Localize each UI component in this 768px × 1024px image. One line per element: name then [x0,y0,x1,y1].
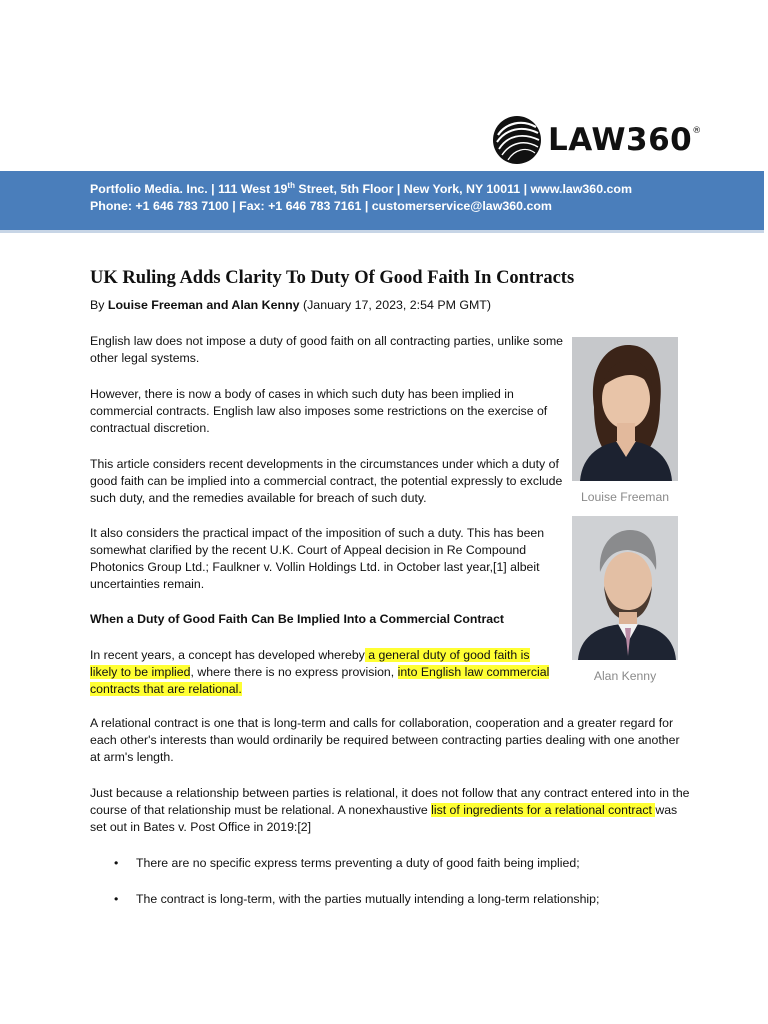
paragraph-1: English law does not impose a duty of good faith on all contracting parties, unlike some other legal systems. [90,334,564,365]
article-date: (January 17, 2023, 2:54 PM GMT) [299,298,491,312]
list-item: • The contract is long-term, with the parties mutually intending a long-term relationship; [114,892,600,906]
author-photo-louise-freeman [572,337,678,481]
section-heading: When a Duty of Good Faith Can Be Implied Into a Commercial Contract [90,612,505,626]
paragraph-3: This article considers recent developments in the circumstances under which a duty of good faith can be implied into a commercial contract, the potential expressly to exclude such duty, and the remedies available for breach of such duty. [90,457,563,505]
highlight-3: list of ingredients for a relational contract [431,803,656,817]
highlight-2: into English law commercial contracts that are relational. [90,665,550,696]
law360-logo [492,114,702,166]
list-item: • There are no specific express terms preventing a duty of good faith being implied; [114,856,580,870]
law360-globe-icon [492,115,542,165]
article-title: UK Ruling Adds Clarity To Duty Of Good Faith In Contracts [90,268,575,288]
law360-logo-text: LAW360® [548,122,702,158]
paragraph-6: A relational contract is one that is long-term and calls for collaboration, cooperation and a greater regard for each other's interests than would ordinarily be required between contracting parties dealing with one another at arm's length. [90,716,680,764]
photo-caption: Louise Freeman [580,490,670,504]
article-byline: By Louise Freeman and Alan Kenny (January 17, 2023, 2:54 PM GMT) [90,298,491,312]
contact-banner [0,171,764,233]
article-authors: Louise Freeman and Alan Kenny [107,298,300,312]
banner-contact-line: Phone: +1 646 783 7100 | Fax: +1 646 783 7161 | customerservice@law360.com [90,199,552,213]
paragraph-4: It also considers the practical impact of the imposition of such a duty. This has been somewhat clarified by the recent U.K. Court of Appeal decision in Re Compound Photonics Group Ltd.; Faulkner v. Vollin Holdings Ltd. in October last year,[1] albeit uncertainties remain. [90,526,545,591]
photo-caption: Alan Kenny [593,669,657,683]
paragraph-7: Just because a relationship between parties is relational, it does not follow that any contract entered into in the course of that relationship must be relational. A nonexhaustive list of ingredients for a relational contract was set out in Bates v. Post Office in 2019:[2] [90,786,690,834]
banner-address-line: Portfolio Media. Inc. | 111 West 19th Street, 5th Floor | New York, NY 10011 | www.law360.com [90,181,633,197]
paragraph-2: However, there is now a body of cases in which such duty has been implied in commercial contracts. English law also imposes some restrictions on the exercise of contractual discretion. [90,387,548,435]
author-photo-alan-kenny [572,516,678,660]
highlight-1: a general duty of good faith is likely to be implied [90,648,530,679]
paragraph-5: In recent years, a concept has developed whereby a general duty of good faith is likely to be implied, where there is no express provision, into English law commercial contracts that are relational. [90,648,550,696]
